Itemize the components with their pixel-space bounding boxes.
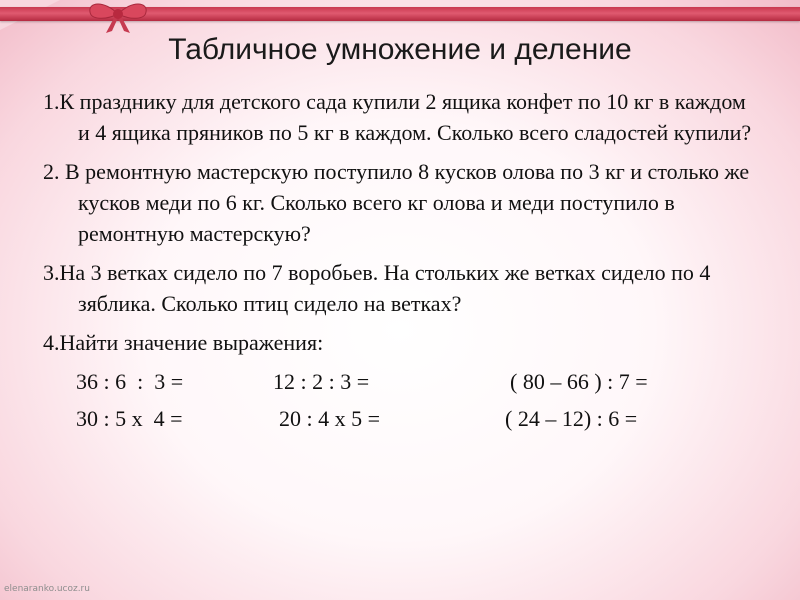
slide-content — [43, 86, 763, 442]
task-4-text: 4.Найти значение выражения: — [43, 330, 324, 355]
expression-grid — [43, 366, 763, 442]
task-1-text: 1.К празднику для детского сада купили 2 ящика конфет по 10 кг в каждом и 4 ящика пряников по 5 кг в каждом. Сколько всего сладостей купили? — [43, 89, 752, 145]
expression-2-1: 30 : 5 х 4 = — [76, 406, 183, 431]
watermark: elenaranko.ucoz.ru — [4, 584, 90, 594]
task-3-text: 3.На 3 ветках сидело по 7 воробьев. На стольких же ветках сидело по 4 зяблика. Сколько птиц сидело на ветках? — [43, 260, 711, 316]
expression-2-3: ( 24 – 12) : 6 = — [505, 406, 638, 431]
slide-title: Табличное умножение и деление — [168, 33, 632, 66]
expression-1-2: 12 : 2 : 3 = — [273, 369, 370, 394]
expression-1-1: 36 : 6 : 3 = — [76, 369, 184, 394]
expression-1-3: ( 80 – 66 ) : 7 = — [510, 369, 648, 394]
expression-2-2: 20 : 4 х 5 = — [279, 406, 381, 431]
task-2-text: 2. В ремонтную мастерскую поступило 8 кусков олова по 3 кг и столько же кусков меди по 6 кг. Сколько всего кг олова и меди поступило в ремонтную мастерскую? — [43, 159, 750, 246]
